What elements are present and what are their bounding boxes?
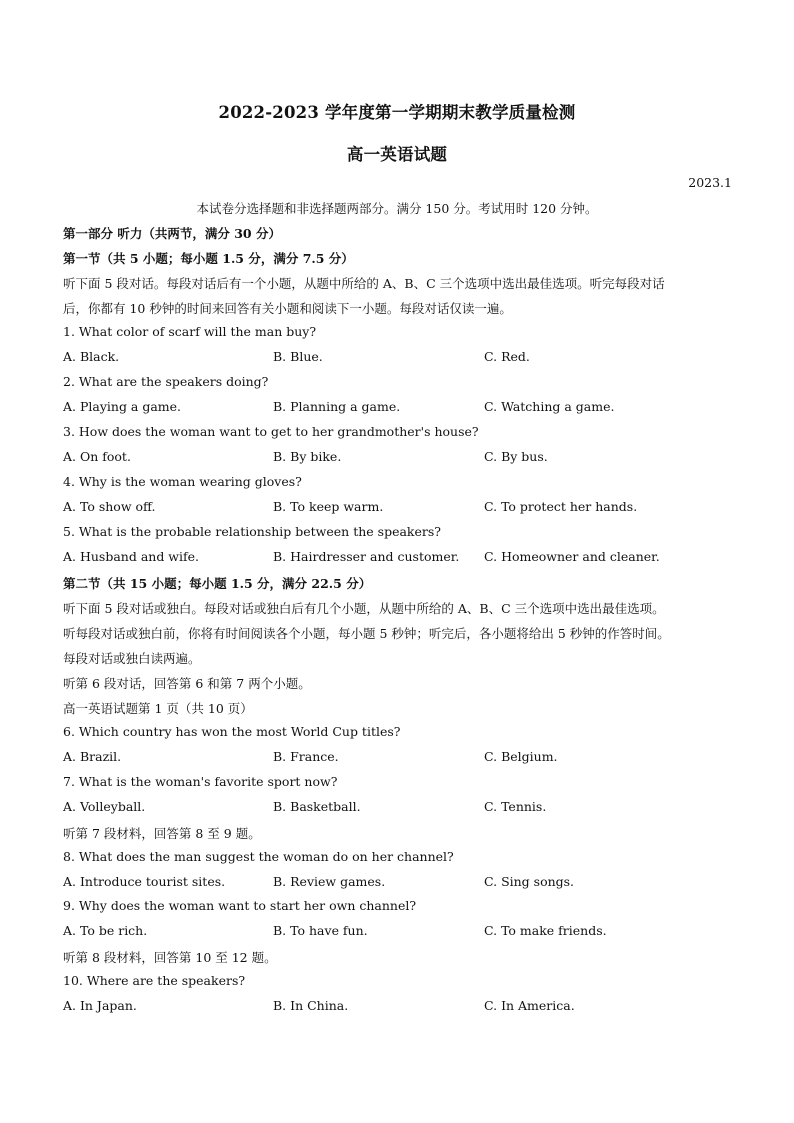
question-4: 4. Why is the woman wearing gloves? <box>63 474 302 489</box>
exam-date: 2023.1 <box>688 175 732 190</box>
question-2-option-b: B. Planning a game. <box>273 399 401 414</box>
question-6-option-b: B. France. <box>273 749 339 764</box>
question-8-option-b: B. Review games. <box>273 874 386 889</box>
question-1: 1. What color of scarf will the man buy? <box>63 324 317 339</box>
question-2-option-a: A. Playing a game. <box>63 399 182 414</box>
question-8-option-c: C. Sing songs. <box>484 874 575 889</box>
question-3-option-a: A. On foot. <box>63 449 131 464</box>
question-9: 9. Why does the woman want to start her own channel? <box>63 898 417 913</box>
question-1-option-b: B. Blue. <box>273 349 323 364</box>
section2-instructions-line2: 听每段对话或独白前，你将有时间阅读各个小题，每小题 5 秒钟；听完后，各小题将给出 5 秒钟的作答时间。 <box>63 626 670 641</box>
question-7-option-b: B. Basketball. <box>273 799 361 814</box>
question-3-option-b: B. By bike. <box>273 449 342 464</box>
question-8-option-a: A. Introduce tourist sites. <box>63 874 226 889</box>
question-7-option-c: C. Tennis. <box>484 799 547 814</box>
section1-instructions-line2: 后，你都有 10 秒钟的时间来回答有关小题和阅读下一小题。每段对话仅读一遍。 <box>63 301 512 316</box>
exam-subtitle: 高一英语试题 <box>346 145 448 164</box>
question-5-option-c: C. Homeowner and cleaner. <box>484 549 660 564</box>
section1-instructions-line1: 听下面 5 段对话。每段对话后有一个小题，从题中所给的 A、B、C 三个选项中选出最佳选项。听完每段对话 <box>63 276 665 291</box>
dialog-7-note: 听第 7 段材料，回答第 8 至 9 题。 <box>63 826 261 841</box>
section2-instructions-line1: 听下面 5 段对话或独白。每段对话或独白后有几个小题，从题中所给的 A、B、C 三个选项中选出最佳选项。 <box>63 601 665 616</box>
question-9-option-c: C. To make friends. <box>484 923 607 938</box>
question-7: 7. What is the woman's favorite sport now? <box>63 774 338 789</box>
exam-intro: 本试卷分选择题和非选择题两部分。满分 150 分。考试用时 120 分钟。 <box>196 201 598 216</box>
exam-title: 2022-2023 学年度第一学期期末教学质量检测 <box>218 103 576 122</box>
dialog-6-note: 听第 6 段对话，回答第 6 和第 7 两个小题。 <box>63 676 311 691</box>
question-2-option-c: C. Watching a game. <box>484 399 615 414</box>
question-7-option-a: A. Volleyball. <box>63 799 146 814</box>
section2-instructions-line3: 每段对话或独白读两遍。 <box>63 651 201 666</box>
question-5: 5. What is the probable relationship between the speakers? <box>63 524 441 539</box>
question-2: 2. What are the speakers doing? <box>63 374 269 389</box>
question-6: 6. Which country has won the most World Cup titles? <box>63 724 401 739</box>
question-5-option-a: A. Husband and wife. <box>63 549 199 564</box>
part1-heading: 第一部分 听力（共两节，满分 30 分） <box>63 226 281 241</box>
question-10: 10. Where are the speakers? <box>63 973 246 988</box>
question-4-option-b: B. To keep warm. <box>273 499 384 514</box>
page-footer: 高一英语试题第 1 页（共 10 页） <box>63 701 253 716</box>
question-6-option-a: A. Brazil. <box>63 749 122 764</box>
question-3: 3. How does the woman want to get to her grandmother's house? <box>63 424 479 439</box>
section1-heading: 第一节（共 5 小题；每小题 1.5 分，满分 7.5 分） <box>63 251 354 266</box>
question-1-option-c: C. Red. <box>484 349 530 364</box>
question-10-option-b: B. In China. <box>273 998 349 1013</box>
question-8: 8. What does the man suggest the woman do on her channel? <box>63 849 454 864</box>
question-5-option-b: B. Hairdresser and customer. <box>273 549 460 564</box>
question-4-option-c: C. To protect her hands. <box>484 499 638 514</box>
question-6-option-c: C. Belgium. <box>484 749 558 764</box>
question-9-option-a: A. To be rich. <box>63 923 148 938</box>
section2-heading: 第二节（共 15 小题；每小题 1.5 分，满分 22.5 分） <box>63 576 372 591</box>
question-9-option-b: B. To have fun. <box>273 923 368 938</box>
question-1-option-a: A. Black. <box>63 349 120 364</box>
question-10-option-c: C. In America. <box>484 998 575 1013</box>
dialog-8-note: 听第 8 段材料，回答第 10 至 12 题。 <box>63 950 277 965</box>
question-3-option-c: C. By bus. <box>484 449 548 464</box>
question-10-option-a: A. In Japan. <box>63 998 137 1013</box>
question-4-option-a: A. To show off. <box>63 499 156 514</box>
